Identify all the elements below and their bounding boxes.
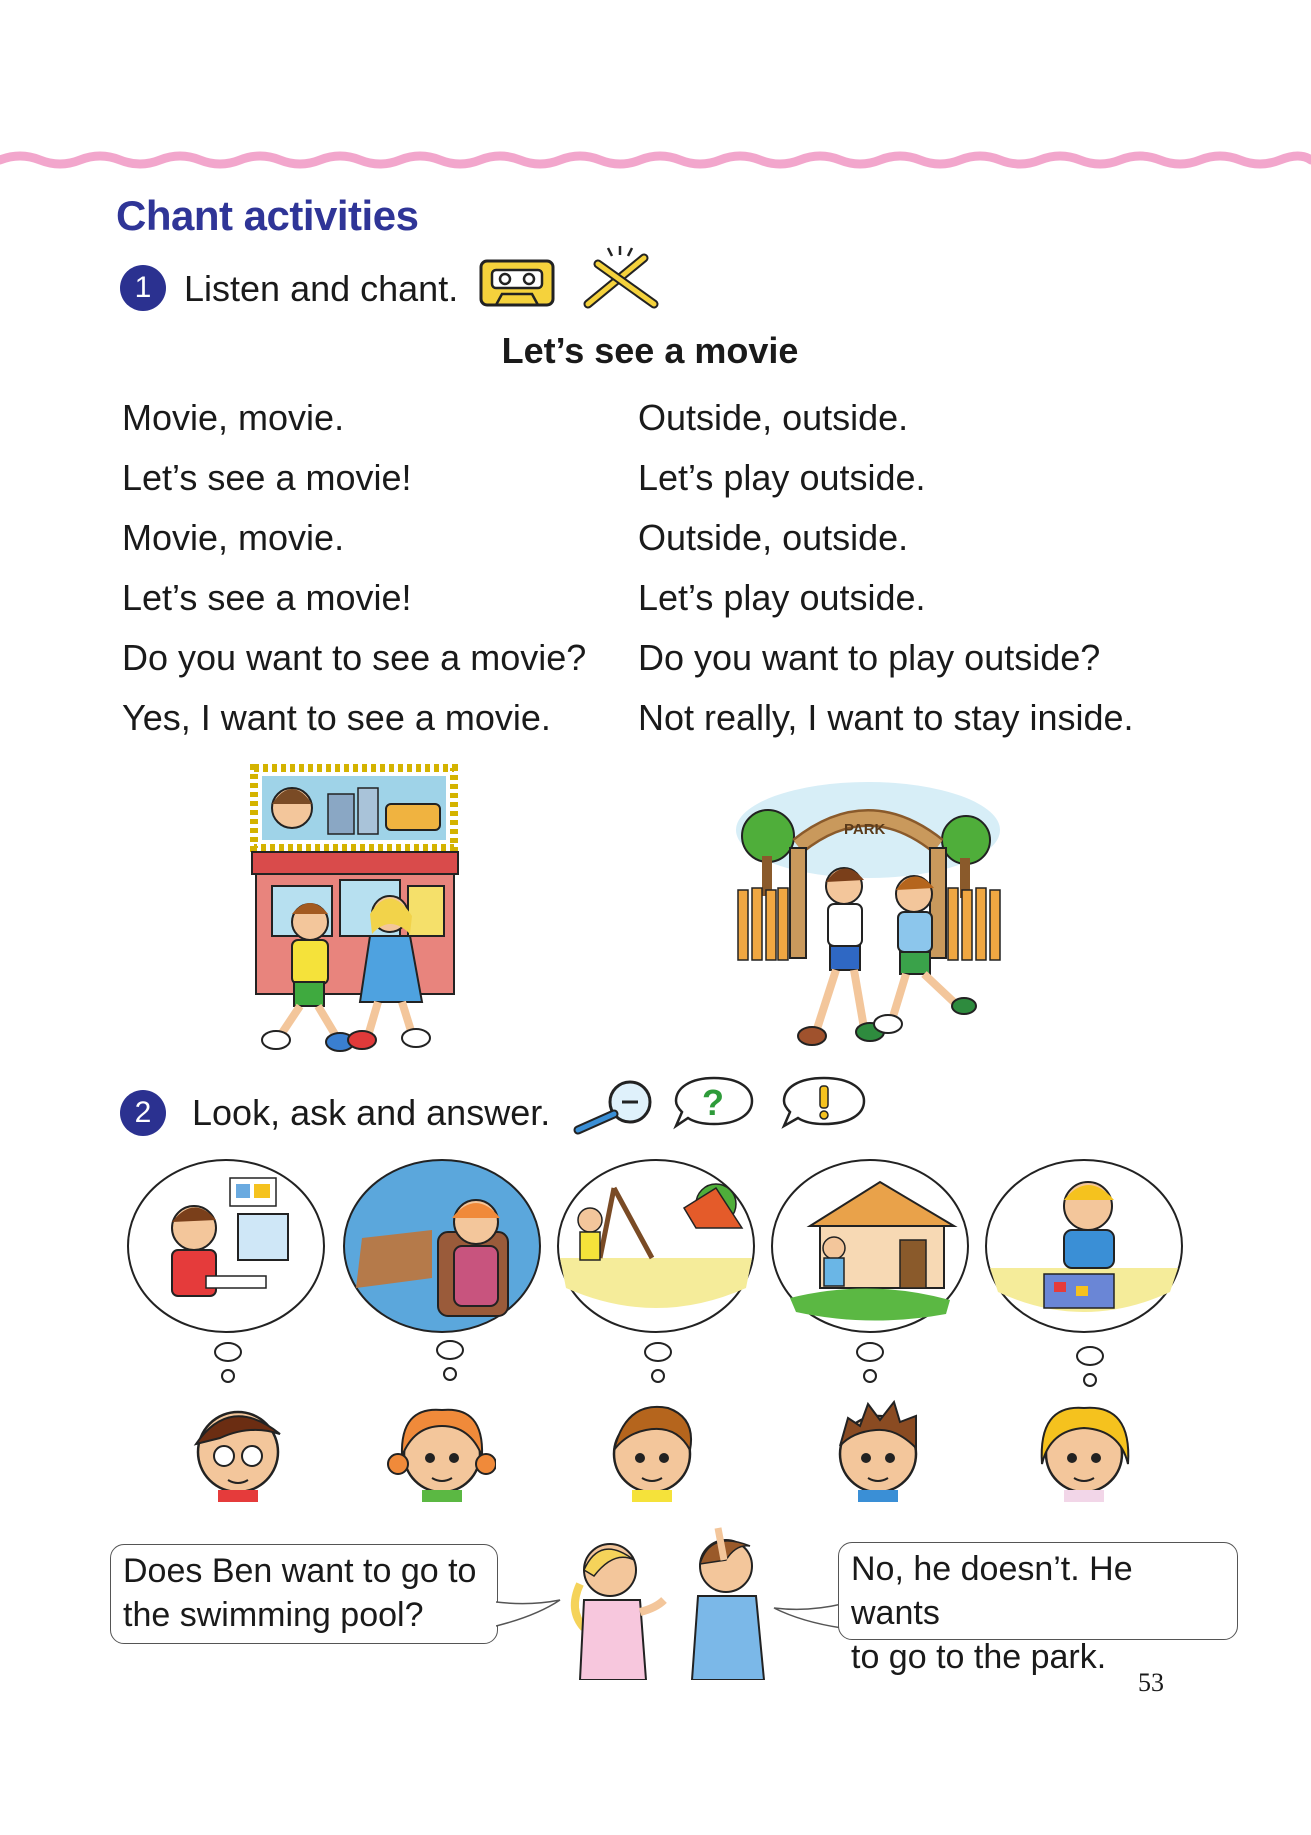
chant-right-column <box>638 388 1158 748</box>
thought-bubble-cinema <box>342 1158 542 1336</box>
girl-blonde-hair-face <box>1028 1394 1138 1504</box>
chant-right-line-6: Not really, I want to stay inside. <box>638 697 1134 738</box>
thought-bubble-computer <box>126 1158 326 1336</box>
boy-brown-hair-face <box>596 1394 706 1504</box>
activity-2-instruction: Look, ask and answer. <box>192 1092 551 1133</box>
answer-line-1: No, he doesn’t. He wants <box>851 1550 1133 1632</box>
chant-left-line-6: Yes, I want to see a movie. <box>122 697 551 738</box>
chant-right-line-2: Let’s play outside. <box>638 457 926 498</box>
question-bubble-icon <box>672 1074 756 1132</box>
chant-left-line-1: Movie, movie. <box>122 397 345 438</box>
cassette-icon <box>478 258 556 308</box>
park-illustration <box>732 770 1004 1056</box>
chant-right-line-4: Let’s play outside. <box>638 577 926 618</box>
chant-left-line-2: Let’s see a movie! <box>122 457 412 498</box>
section-title: Chant activities <box>116 192 419 239</box>
question-line-1: Does Ben want to go to <box>123 1552 477 1590</box>
activity-1-instruction: Listen and chant. <box>184 268 459 309</box>
chant-left-line-3: Movie, movie. <box>122 517 345 558</box>
question-bubble-tail <box>496 1596 562 1636</box>
activity-2-number-badge: 2 <box>120 1090 166 1136</box>
thought-bubble-puzzle <box>984 1158 1184 1336</box>
page-number: 53 <box>1138 1668 1164 1697</box>
cinema-illustration <box>250 764 465 1056</box>
chant-right-line-5: Do you want to play outside? <box>638 637 1101 678</box>
thought-dots-3 <box>640 1340 676 1388</box>
answer-speech-bubble <box>838 1542 1238 1676</box>
chant-left-column <box>122 388 642 748</box>
chant-right-line-1: Outside, outside. <box>638 397 909 438</box>
chant-title: Let’s see a movie <box>501 330 799 371</box>
thought-bubble-house <box>770 1158 970 1336</box>
girl-orange-hair-face <box>386 1394 496 1504</box>
pink-wavy-border <box>0 148 1311 172</box>
chant-right-line-3: Outside, outside. <box>638 517 909 558</box>
answer-bubble-tail <box>772 1600 842 1636</box>
magnifier-icon <box>570 1078 658 1136</box>
thought-bubble-playground <box>556 1158 756 1336</box>
question-speech-bubble <box>110 1544 498 1644</box>
svg-text:?: ? <box>702 1082 724 1123</box>
claves-icon <box>578 244 662 310</box>
activity-1-number-badge: 1 <box>120 265 166 311</box>
boy-spiky-hair-face <box>822 1394 932 1504</box>
thought-dots-4 <box>852 1340 888 1388</box>
boy-with-glasses-face <box>180 1394 290 1504</box>
answer-line-2: to go to the park. <box>851 1638 1107 1676</box>
thought-dots-5 <box>1072 1344 1108 1392</box>
chant-left-line-5: Do you want to see a movie? <box>122 637 587 678</box>
exclamation-bubble-icon <box>778 1074 868 1132</box>
chant-left-line-4: Let’s see a movie! <box>122 577 412 618</box>
park-sign-text: PARK <box>844 821 886 838</box>
children-talking-illustration <box>560 1520 780 1680</box>
question-line-2: the swimming pool? <box>123 1596 424 1634</box>
thought-dots-1 <box>210 1340 246 1388</box>
thought-dots-2 <box>432 1338 468 1386</box>
